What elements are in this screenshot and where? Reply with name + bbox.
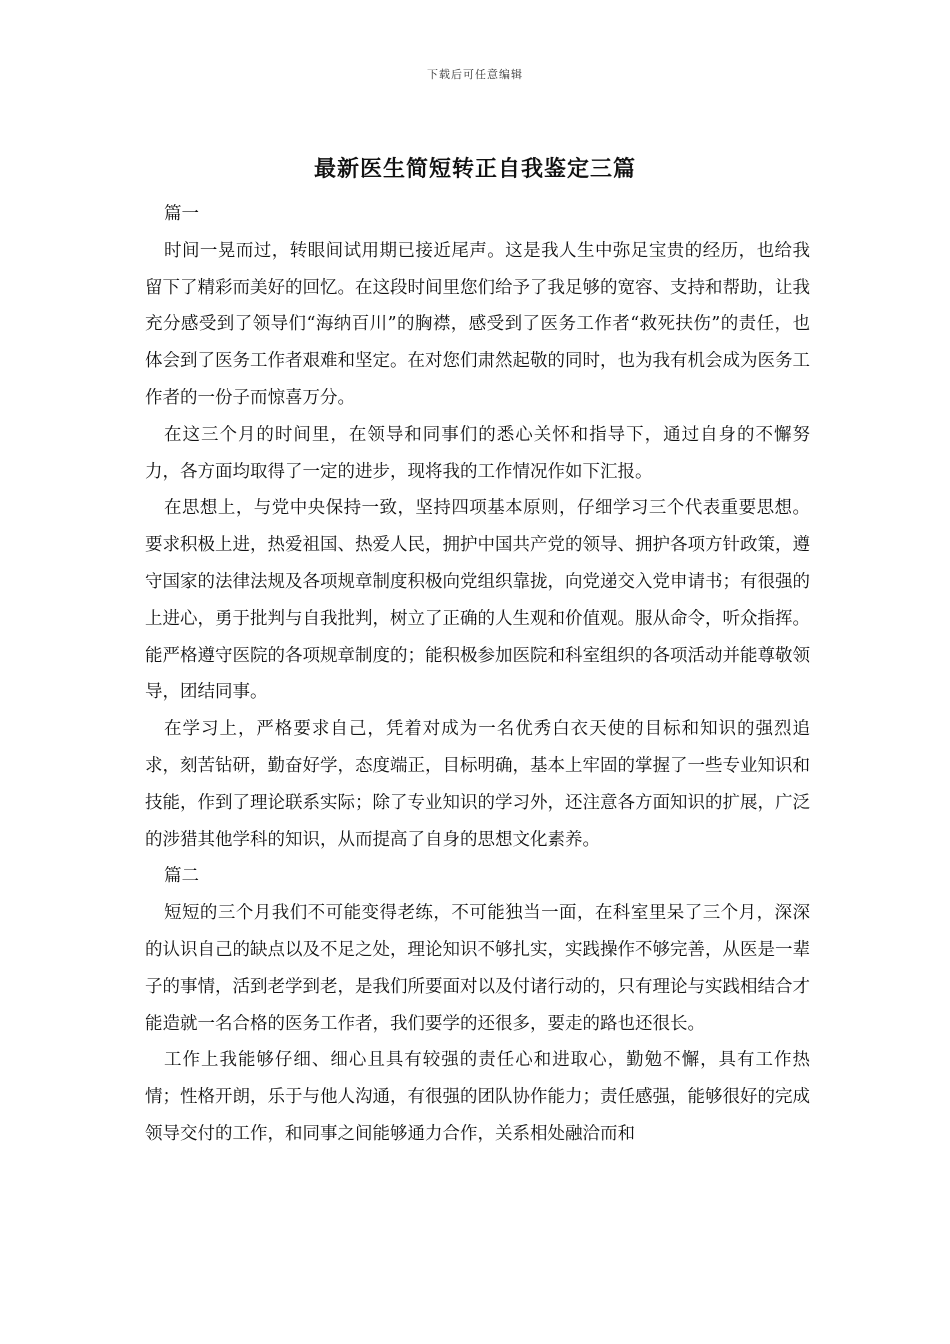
body-paragraph: 在这三个月的时间里，在领导和同事们的悉心关怀和指导下，通过自身的不懈努力，各方面均取得了一定的进步，现将我的工作情况作如下汇报。 (145, 424, 810, 482)
body-paragraph: 在思想上，与党中央保持一致，坚持四项基本原则，仔细学习三个代表重要思想。要求积极上进，热爱祖国、热爱人民，拥护中国共产党的领导、拥护各项方针政策，遵守国家的法律法规及各项规章制度积极向党组织靠拢，向党递交入党申请书；有很强的上进心，勇于批判与自我批判，树立了正确的人生观和价值观。服从命令，听众指挥。能严格遵守医院的各项规章制度的；能积极参加医院和科室组织的各项活动并能尊敬领导，团结同事。 (145, 498, 810, 703)
body-paragraph: 工作上我能够仔细、细心且具有较强的责任心和进取心，勤勉不懈，具有工作热情；性格开朗，乐于与他人沟通，有很强的团队协作能力；责任感强，能够很好的完成领导交付的工作，和同事之间能够通力合作，关系相处融洽而和 (145, 1050, 810, 1144)
body-paragraph: 时间一晃而过，转眼间试用期已接近尾声。这是我人生中弥足宝贵的经历，也给我留下了精彩而美好的回忆。在这段时间里您们给予了我足够的宽容、支持和帮助，让我充分感受到了领导们“海纳百川”的胸襟，感受到了医务工作者“救死扶伤”的责任，也体会到了医务工作者艰难和坚定。在对您们肃然起敬的同时，也为我有机会成为医务工作者的一份子而惊喜万分。 (145, 240, 810, 408)
section-heading: 篇一 (164, 204, 199, 224)
body-paragraph: 在学习上，严格要求自己，凭着对成为一名优秀白衣天使的目标和知识的强烈追求，刻苦钻研，勤奋好学，态度端正，目标明确，基本上牢固的掌握了一些专业知识和技能，作到了理论联系实际；除了专业知识的学习外，还注意各方面知识的扩展，广泛的涉猎其他学科的知识，从而提高了自身的思想文化素养。 (145, 719, 810, 850)
body-paragraph: 短短的三个月我们不可能变得老练，不可能独当一面，在科室里呆了三个月，深深的认识自己的缺点以及不足之处，理论知识不够扎实，实践操作不够完善，从医是一辈子的事情，活到老学到老，是我们所要面对以及付诸行动的，只有理论与实践相结合才能造就一名合格的医务工作者，我们要学的还很多，要走的路也还很长。 (145, 903, 810, 1034)
document-title: 最新医生简短转正自我鉴定三篇 (313, 156, 636, 182)
document-body (145, 196, 810, 1153)
section-heading: 篇二 (164, 866, 199, 887)
header-note: 下载后可任意编辑 (427, 68, 523, 81)
